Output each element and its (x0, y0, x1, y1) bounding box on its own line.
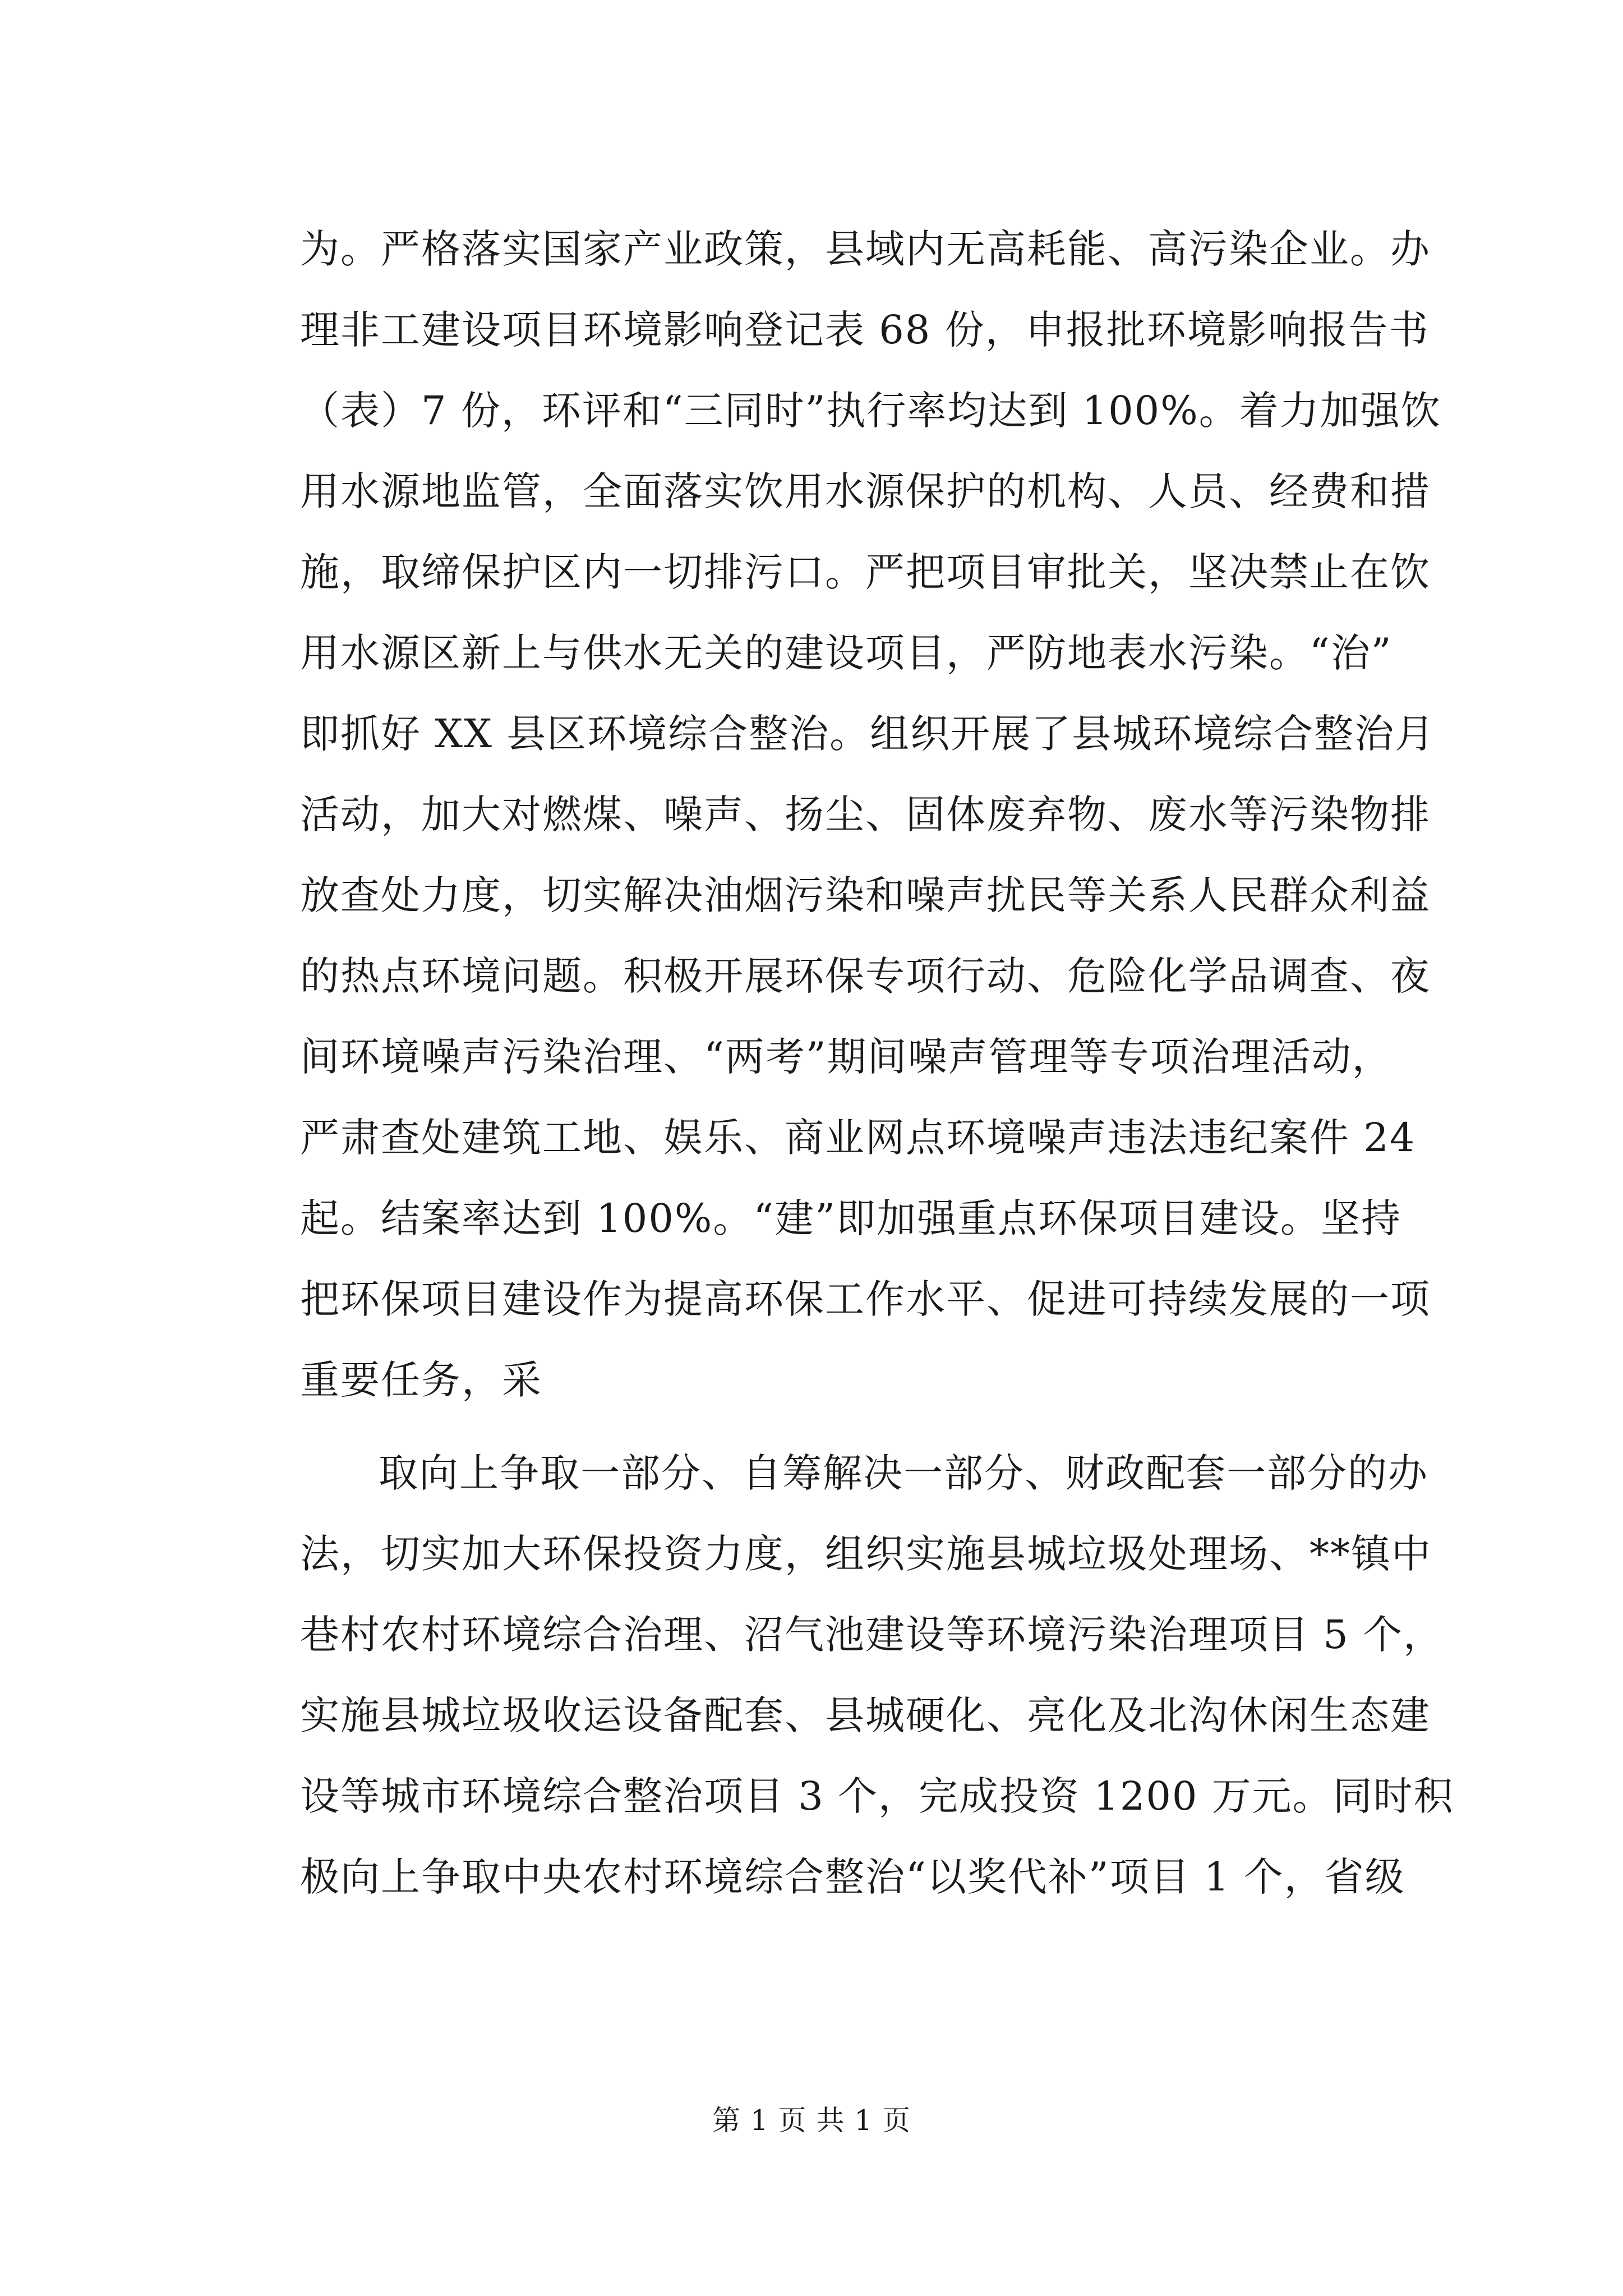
text-line: 法，切实加大环保投资力度，组织实施县城垃圾处理场、**镇中 (300, 1531, 1432, 1577)
text-line: （表）7 份，环评和“三同时”执行率均达到 100%。着力加强饮 (300, 388, 1441, 434)
text-line: 施，取缔保护区内一切排污口。严把项目审批关，坚决禁止在饮 (300, 549, 1431, 595)
text-line: 把环保项目建设作为提高环保工作水平、促进可持续发展的一项 (300, 1276, 1431, 1322)
text-line: 重要任务，采 (300, 1357, 542, 1403)
text-line: 取向上争取一部分、自筹解决一部分、财政配套一部分的办 (379, 1450, 1428, 1496)
text-line: 用水源地监管，全面落实饮用水源保护的机构、人员、经费和措 (300, 468, 1431, 514)
text-line: 严肃查处建筑工地、娱乐、商业网点环境噪声违法违纪案件 24 (300, 1115, 1416, 1161)
text-line: 即抓好 XX 县区环境综合整治。组织开展了县城环境综合整治月 (300, 711, 1436, 757)
text-line: 设等城市环境综合整治项目 3 个，完成投资 1200 万元。同时积 (300, 1773, 1454, 1819)
text-line: 间环境噪声污染治理、“两考”期间噪声管理等专项治理活动， (300, 1034, 1393, 1080)
text-line: 为。严格落实国家产业政策，县域内无高耗能、高污染企业。办 (300, 226, 1431, 272)
paragraph-1 (300, 209, 1441, 1420)
text-line: 极向上争取中央农村环境综合整治“以奖代补”项目 1 个，省级 (300, 1854, 1405, 1900)
document-body (300, 209, 1454, 1917)
text-line: 的热点环境问题。积极开展环保专项行动、危险化学品调查、夜 (300, 953, 1431, 999)
text-line: 放查处力度，切实解决油烟污染和噪声扰民等关系人民群众利益 (300, 872, 1431, 918)
text-line: 巷村农村环境综合治理、沼气池建设等环境污染治理项目 5 个， (300, 1612, 1444, 1658)
paragraph-2 (300, 1433, 1454, 1917)
text-line: 用水源区新上与供水无关的建设项目，严防地表水污染。“治” (300, 630, 1393, 676)
text-line: 实施县城垃圾收运设备配套、县城硬化、亮化及北沟休闲生态建 (300, 1692, 1431, 1738)
text-line: 活动，加大对燃煤、噪声、扬尘、固体废弃物、废水等污染物排 (300, 792, 1431, 838)
text-line: 起。结案率达到 100%。“建”即加强重点环保项目建设。坚持 (300, 1195, 1401, 1241)
text-line: 理非工建设项目环境影响登记表 68 份，申报批环境影响报告书 (300, 307, 1430, 353)
page-number-footer: 第 1 页 共 1 页 (712, 2104, 911, 2137)
